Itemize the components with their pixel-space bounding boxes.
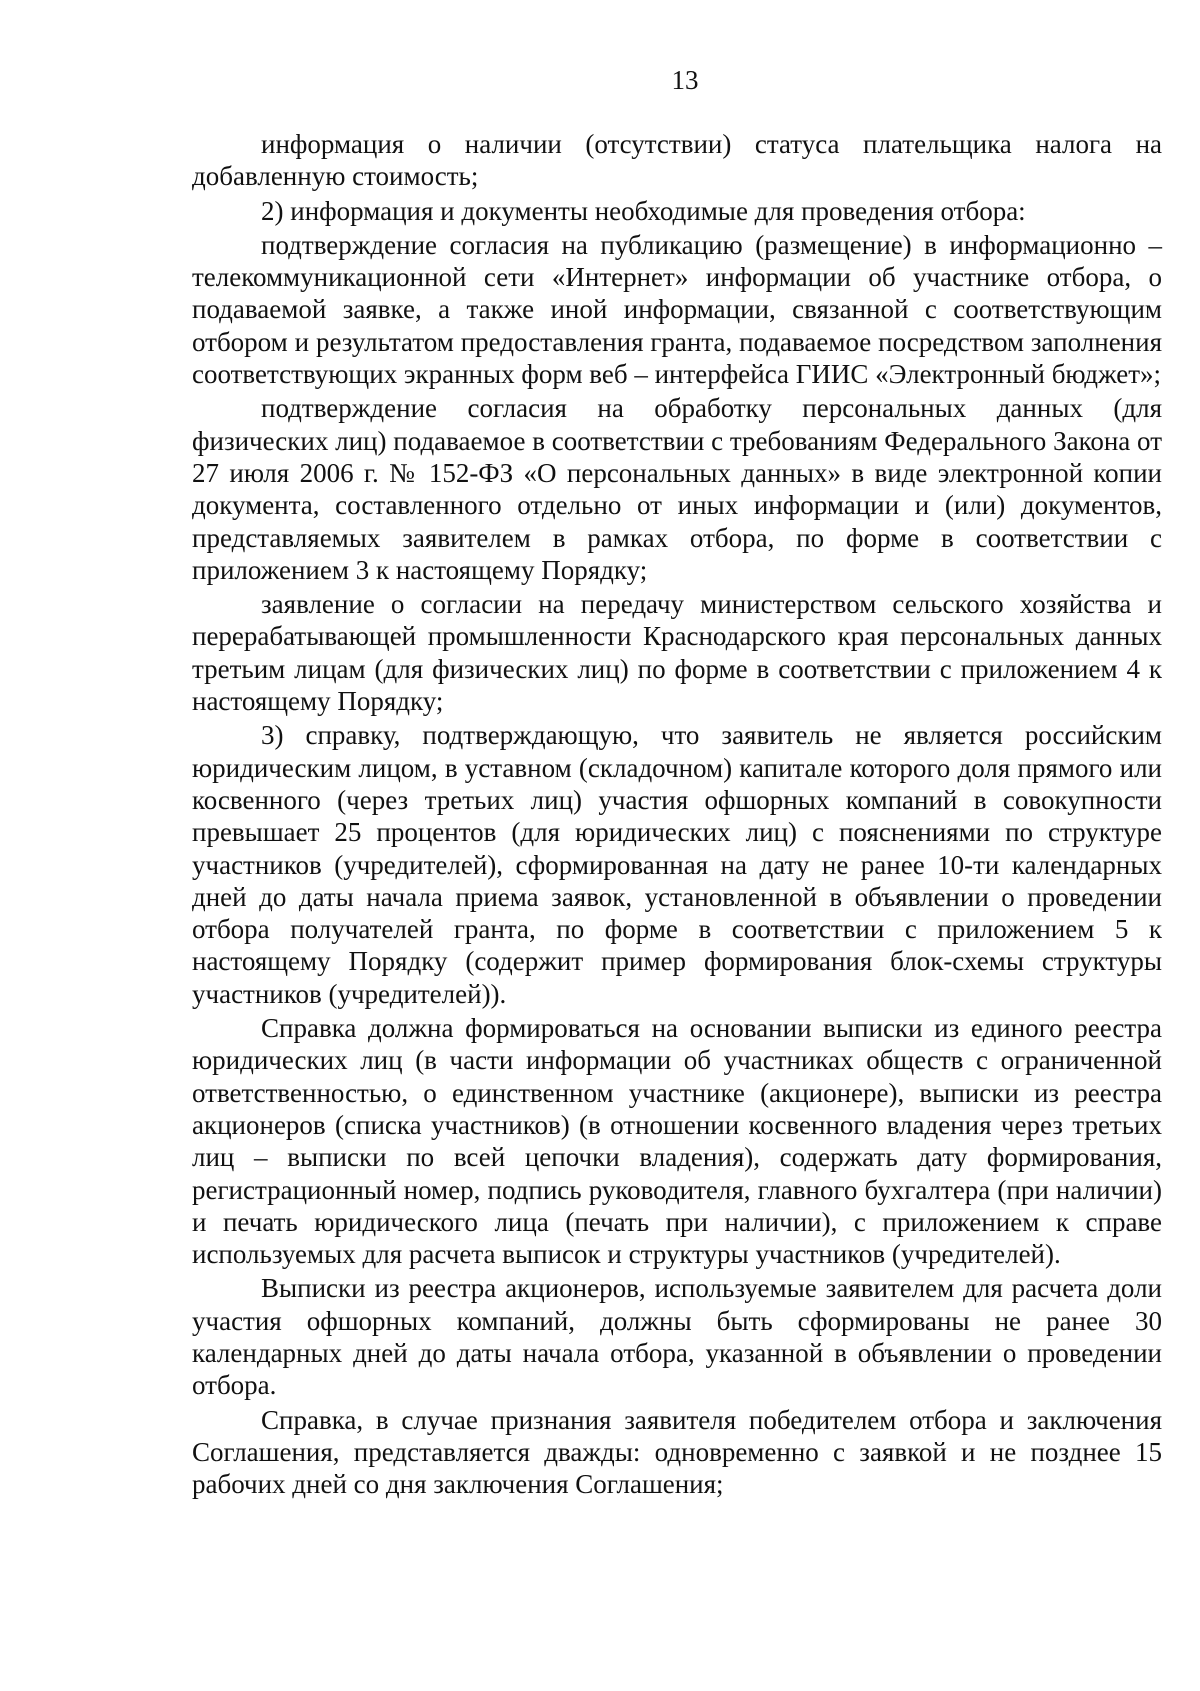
paragraph-personal-data-consent: подтверждение согласия на обработку персональных данных (для физических лиц) подаваемое в соответствии с требованиям Федерального Закона от 27 июля 2006 г. № 152-ФЗ «О персональных данных» в виде электронной копии документа, составленного отдельно от иных информации и (или) документов, представляемых заявителем в рамках отбора, по форме в соответствии с приложением 3 к настоящему Порядку; — [192, 393, 1162, 585]
paragraph-data-transfer-consent: заявление о согласии на передачу министерством сельского хозяйства и перерабатывающей промышленности Краснодарского края персональных данных третьим лицам (для физических лиц) по форме в соответствии с приложением 4 к настоящему Порядку; — [192, 589, 1162, 717]
paragraph-publication-consent: подтверждение согласия на публикацию (размещение) в информационно – телекоммуникационной сети «Интернет» информации об участнике отбора, о подаваемой заявке, а также иной информации, связанной с соответствующим отбором и результатом предоставления гранта, подаваемое посредством заполнения соответствующих экранных форм веб – интерфейса ГИИС «Электронный бюджет»; — [192, 229, 1162, 390]
page-number: 13 — [671, 65, 699, 95]
paragraph-vat-status: информация о наличии (отсутствии) статуса плательщика налога на добавленную стоимость; — [192, 129, 1162, 192]
document-body — [192, 128, 1162, 1500]
paragraph-item-2-heading: 2) информация и документы необходимые для проведения отбора: — [261, 195, 1026, 226]
paragraph-shareholder-register: Выписки из реестра акционеров, используемые заявителем для расчета доли участия офшорных компаний, должны быть сформированы не ранее 30 календарных дней до даты начала отбора, указанной в объявлении о проведении отбора. — [192, 1273, 1162, 1401]
paragraph-certificate-submission: Справка, в случае признания заявителя победителем отбора и заключения Соглашения, представляется дважды: одновременно с заявкой и не позднее 15 рабочих дней со дня заключения Соглашения; — [192, 1404, 1162, 1500]
paragraph-certificate-basis: Справка должна формироваться на основании выписки из единого реестра юридических лиц (в части информации об участниках обществ с ограниченной ответственностью, о единственном участнике (акционере), выписки из реестра акционеров (списка участников) (в отношении косвенного владения через третьих лиц – выписки по всей цепочки владения), содержать дату формирования, регистрационный номер, подпись руководителя, главного бухгалтера (при наличии) и печать юридического лица (печать при наличии), с приложением к справе используемых для расчета выписок и структуры участников (учредителей). — [192, 1013, 1162, 1270]
paragraph-item-3-certificate: 3) справку, подтверждающую, что заявитель не является российским юридическим лицом, в уставном (складочном) капитале которого доля прямого или косвенного (через третьих лиц) участия офшорных компаний в совокупности превышает 25 процентов (для юридических лиц) с пояснениями по структуре участников (учредителей), сформированная на дату не ранее 10-ти календарных дней до даты начала приема заявок, установленной в объявлении о проведении отбора получателей гранта, по форме в соответствии с приложением 5 к настоящему Порядку (содержит пример формирования блок-схемы структуры участников (учредителей)). — [192, 720, 1162, 1009]
